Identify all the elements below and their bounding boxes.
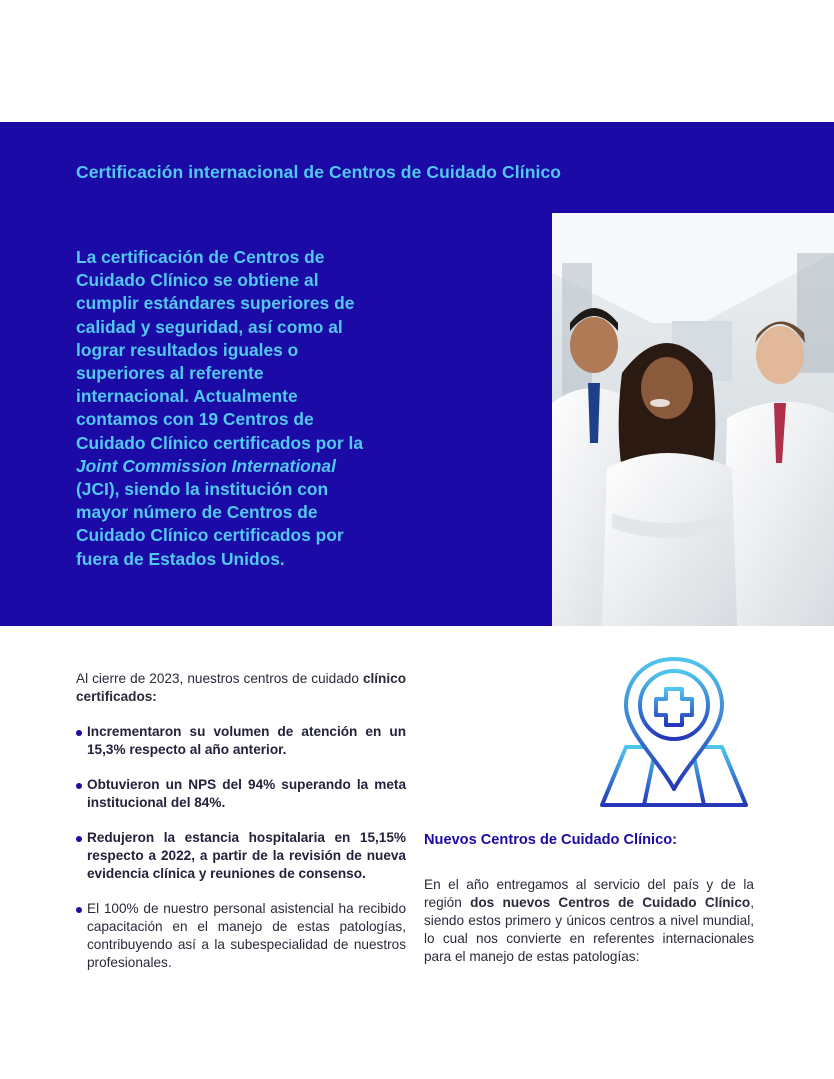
lead-text: Al cierre de 2023, nuestros centros de cuidado: [76, 671, 363, 686]
bullet-item: [76, 900, 406, 972]
new-centers-title: Nuevos Centros de Cuidado Clínico:: [424, 832, 677, 848]
lead-paragraph: [76, 670, 406, 706]
new-centers-bold-text: dos nuevos Centros de Cuidado Clínico: [470, 895, 751, 910]
new-centers-text-2: , siendo estos primero y únicos centros a nivel mundial, lo cual nos convierte en referentes internacionales para el manejo de estas patologías:: [424, 895, 754, 964]
intro-paragraph: [76, 246, 376, 571]
bullet-text: El 100% de nuestro personal asistencial ha recibido capacitación en el manejo de estas patologías, contribuyendo así a la subespecialidad de nuestros profesionales.: [87, 901, 406, 970]
left-column: [76, 670, 406, 972]
intro-italic-text: Joint Commission International: [76, 455, 336, 476]
new-centers-paragraph: [424, 876, 754, 966]
bullet-dot-icon: [76, 907, 82, 913]
doctors-illustration: [552, 213, 834, 626]
section-title: Certificación internacional de Centros de Cuidado Clínico: [76, 162, 562, 182]
bullet-text: Redujeron la estancia hospitalaria en 15,15% respecto a 2022, a partir de la revisión de nueva evidencia clínica y reuniones de consenso.: [87, 830, 406, 881]
bullet-dot-icon: [76, 730, 82, 736]
bullet-text: Obtuvieron un NPS del 94% superando la meta institucional del 84%.: [87, 777, 406, 810]
intro-text-2: (JCI), siendo la institución con mayor número de Centros de Cuidado Clínico certificados por fuera de Estados Unidos.: [76, 479, 344, 569]
bullet-item: [76, 829, 406, 883]
bullet-dot-icon: [76, 783, 82, 789]
bullet-text: Incrementaron su volumen de atención en un 15,3% respecto al año anterior.: [87, 724, 406, 757]
bullet-item: [76, 723, 406, 759]
new-centers-text-1: En el año entregamos al servicio del país y de la región: [424, 877, 754, 910]
bullet-item: [76, 776, 406, 812]
bullet-dot-icon: [76, 836, 82, 842]
map-pin-medical-cross-icon: [598, 655, 750, 811]
intro-text-1: La certificación de Centros de Cuidado Clínico se obtiene al cumplir estándares superiores de calidad y seguridad, así como al lograr resultados iguales o superiores al referente internacional. Actualmente contamos con 19 Centros de Cuidado Clínico certificados por la: [76, 247, 363, 453]
lead-bold-text: clínico certificados:: [76, 671, 406, 704]
doctors-photo: [552, 213, 834, 626]
